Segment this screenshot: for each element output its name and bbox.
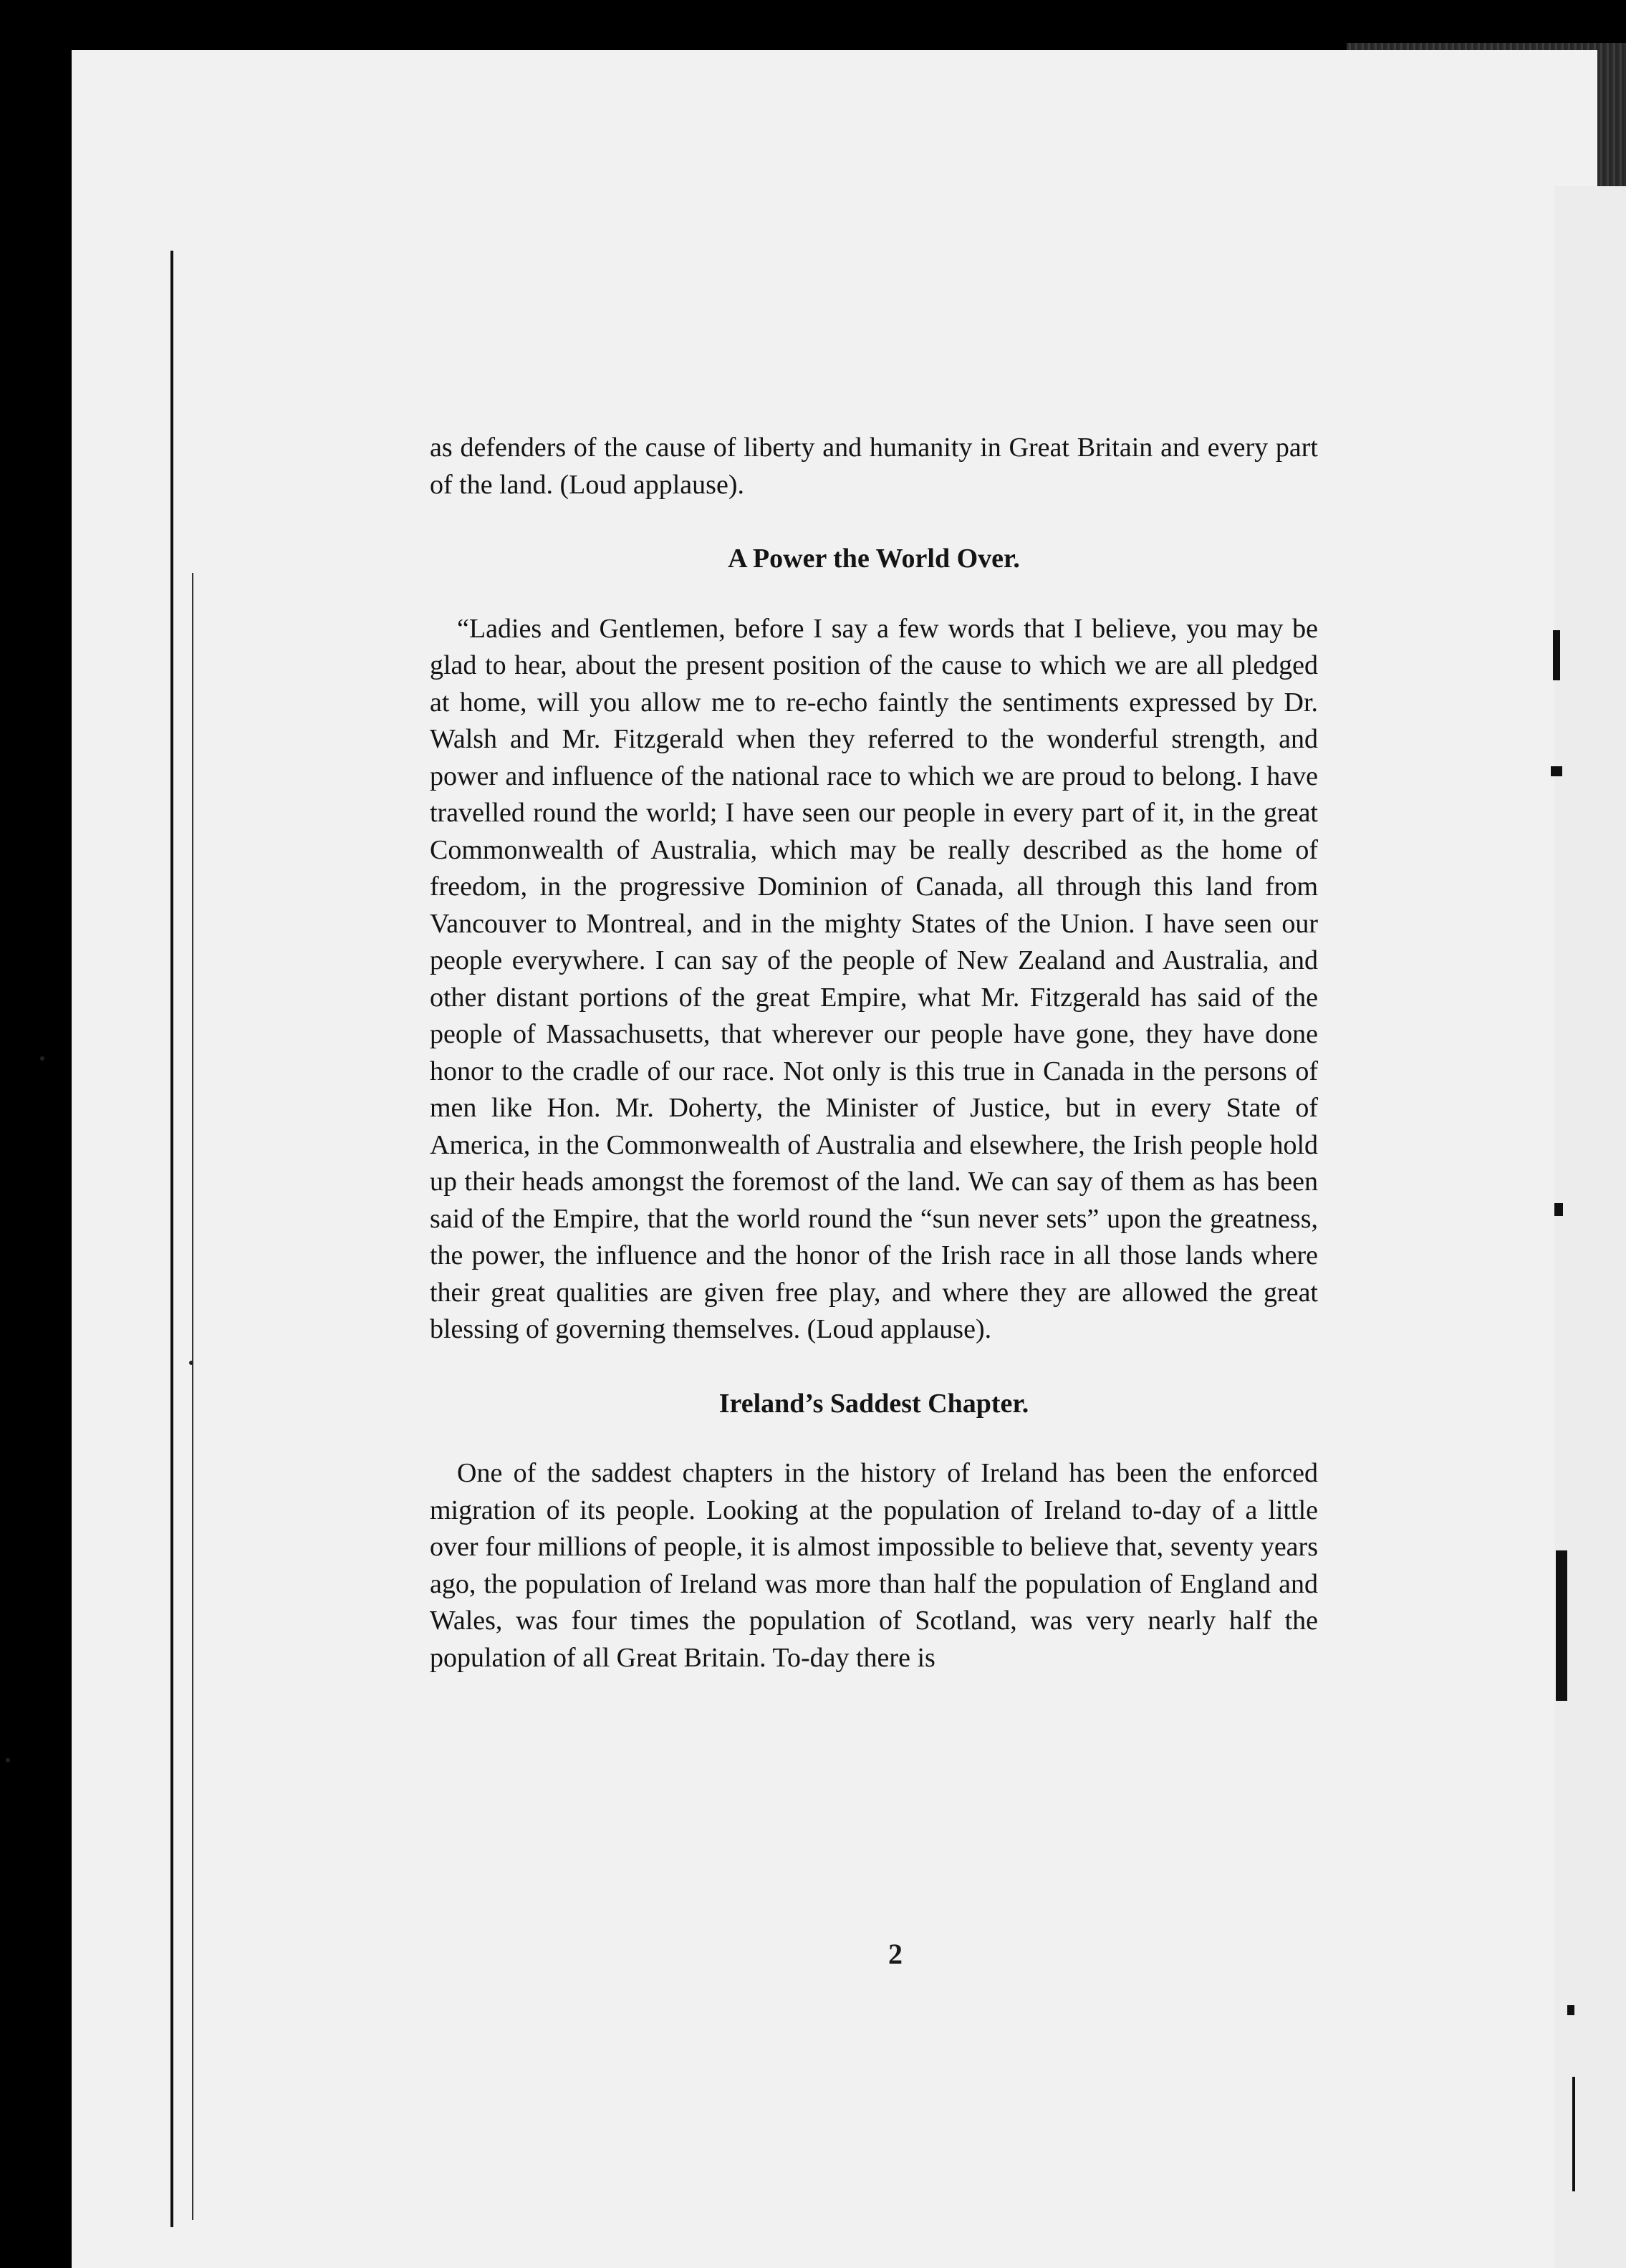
right-margin-mark [1554, 1203, 1563, 1216]
section-heading: A Power the World Over. [728, 544, 1020, 574]
paragraph: “Ladies and Gentlemen, before I say a few words that I believe, you may be glad to hear, about the present position of the cause to which we are all pledged at home, will you allow me to re-echo faintly the sentiments expressed by Dr. Walsh and Mr. Fitzgerald when they referred to the wonderful strength, and power and influence of the national race to which we are proud to belong. I have travelled round the world; I have seen our people in every part of it, in the great Commonwealth of Australia, which may be really described as the home of freedom, in the progressive Dominion of Canada, all through this land from Vancouver to Montreal, and in the mighty States of the Union. I have seen our people everywhere. I can say of the people of New Zealand and Australia, and other distant portions of the great Empire, what Mr. Fitzgerald has said of the people of Massachusetts, that wherever our people have gone, they have done honor to the cradle of our race. Not only is this true in Canada in the persons of men like Hon. Mr. Doherty, the Minister of Justice, but in every State of America, in the Commonwealth of Australia and elsewhere, the Irish people hold up their heads amongst the foremost of the land. We can say of them as has been said of the Empire, that the world round the “sun never sets” upon the greatness, the power, the influence and the honor of the Irish race in all those lands where their great qualities are given free play, and where they are allowed the great blessing of governing themselves. (Loud applause). [430, 613, 1318, 1344]
left-margin-speck [6, 1758, 10, 1762]
adjacent-page-edge [1554, 186, 1626, 2268]
left-margin-speck [40, 1056, 44, 1061]
binding-edge-line [170, 251, 173, 2227]
gutter-speck [189, 1361, 193, 1365]
paragraph: as defenders of the cause of liberty and humanity in Great Britain and every part of the land. (Loud applause). [430, 433, 1318, 500]
body-text [430, 430, 1318, 1676]
right-margin-mark [1572, 2077, 1575, 2191]
binding-shadow-line [192, 573, 193, 2220]
right-margin-mark [1556, 1550, 1567, 1701]
right-margin-mark [1567, 2005, 1574, 2015]
section-heading: Ireland’s Saddest Chapter. [718, 1388, 1029, 1419]
page-number: 2 [888, 1938, 903, 1970]
right-margin-mark [1553, 630, 1560, 680]
right-margin-mark [1551, 766, 1562, 776]
paragraph: One of the saddest chapters in the history of Ireland has been the enforced migration of its people. Looking at the population of Ireland to-day of a little over four millions of people, it is almost impossible to believe that, seventy years ago, the population of Ireland was more than half the population of England and Wales, was four times the population of Scotland, was very nearly half the population of all Great Britain. To-day there is [430, 1458, 1318, 1673]
